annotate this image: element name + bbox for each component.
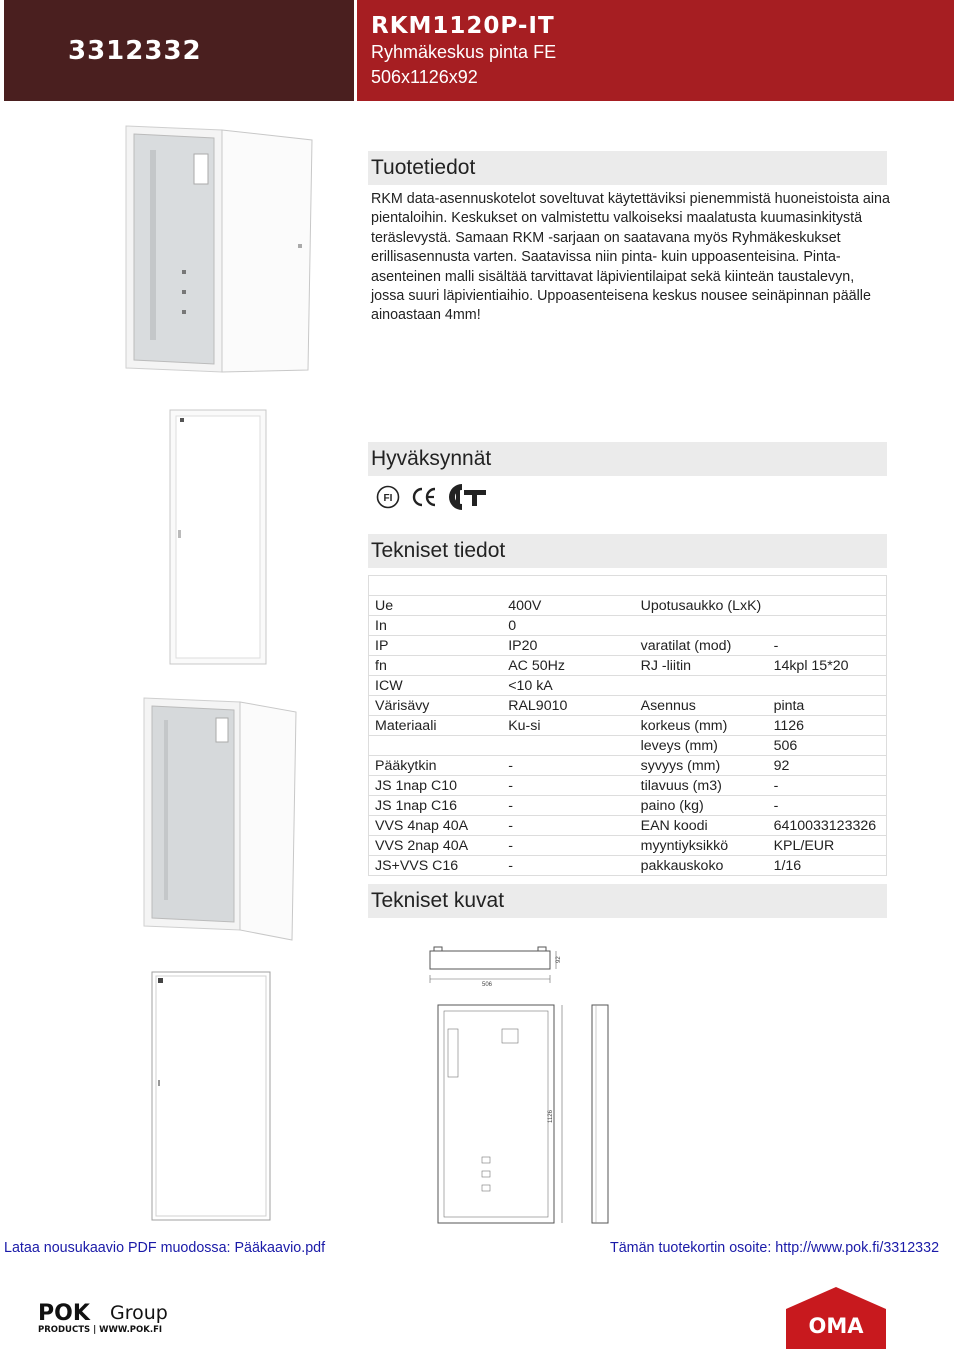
spec-value-2: - — [768, 796, 887, 816]
spec-label: JS+VVS C16 — [369, 856, 503, 876]
spec-value-2: 6410033123326 — [768, 816, 887, 836]
spec-label: JS 1nap C16 — [369, 796, 503, 816]
fi-mark-icon — [376, 485, 400, 509]
depth-dimension: 92 — [556, 956, 562, 963]
top-view-drawing — [430, 947, 562, 988]
pct-mark-icon — [448, 482, 488, 512]
spec-value: AC 50Hz — [502, 656, 634, 676]
spec-label-2: myyntiyksikkö — [635, 836, 768, 856]
photo-closed-cabinet — [170, 410, 266, 664]
spec-value — [502, 576, 634, 596]
photo-open-cabinet-2 — [144, 698, 296, 940]
photo-open-cabinet — [126, 126, 312, 372]
spec-label-2: korkeus (mm) — [635, 716, 768, 736]
height-dimension: 1126 — [548, 1110, 554, 1123]
spec-row — [369, 856, 887, 876]
spec-label-2: tilavuus (m3) — [635, 776, 768, 796]
product-dimensions: 506x1126x92 — [371, 67, 478, 87]
download-link[interactable]: Lataa nousukaavio PDF muodossa: Pääkaavio.pdf — [4, 1240, 326, 1256]
spec-row — [369, 796, 887, 816]
spec-value: - — [502, 796, 634, 816]
spec-label — [369, 736, 503, 756]
spec-value: 400V — [502, 596, 634, 616]
spec-value: - — [502, 836, 634, 856]
pok-logo-main: POK — [38, 1301, 90, 1326]
pok-group-logo — [38, 1298, 208, 1338]
spec-value: Ku-si — [502, 716, 634, 736]
product-code: 3312332 — [68, 35, 202, 66]
section-approvals: Hyväksynnät — [368, 442, 887, 476]
ce-mark-icon — [410, 486, 438, 508]
spec-label: fn — [369, 656, 503, 676]
spec-row — [369, 776, 887, 796]
spec-label: JS 1nap C10 — [369, 776, 503, 796]
spec-label-2: varatilat (mod) — [635, 636, 768, 656]
product-description: RKM data-asennuskotelot soveltuvat käytettäviksi pienemmistä huoneistoista aina pientaloihin. Keskukset on valmistettu valkoiseksi maalatusta kuumasinkitystä teräslevystä. Samaan RKM -sarjaan on saatavana myös Ryhmäkeskukset erillisasennusta varten. Saatavissa niin pinta- kuin uppoasenteisina. Pinta-asenteinen malli sisältää tarvittavat läpivientilaipat sekä kiinteän taustalevyn, jossa suuri läpivientiaihio. Uppoasenteisena keskus nousee seinäpinnan päälle ainoastaan 4mm! — [371, 191, 890, 324]
spec-value-2: - — [768, 636, 887, 656]
spec-label-2: paino (kg) — [635, 796, 768, 816]
spec-row — [369, 836, 887, 856]
spec-label-2 — [635, 676, 768, 696]
section-tech-images: Tekniset kuvat — [368, 884, 887, 918]
spec-label-2: Upotusaukko (LxK) — [635, 596, 768, 616]
photo-front-cabinet — [152, 972, 270, 1220]
spec-label: Materiaali — [369, 716, 503, 736]
spec-value: <10 kA — [502, 676, 634, 696]
spec-row — [369, 756, 887, 776]
pok-logo-sub: PRODUCTS | WWW.POK.FI — [38, 1325, 163, 1335]
spec-value-2: pinta — [768, 696, 887, 716]
spec-row — [369, 636, 887, 656]
spec-label: Pääkytkin — [369, 756, 503, 776]
section-tech-data: Tekniset tiedot — [368, 534, 887, 568]
technical-drawings — [420, 945, 620, 1225]
product-url-link[interactable]: Tämän tuotekortin osoite: http://www.pok.fi/3312332 — [610, 1240, 940, 1256]
spec-value-2: - — [768, 776, 887, 796]
spec-label-2: syvyys (mm) — [635, 756, 768, 776]
approval-marks — [376, 482, 488, 512]
product-title-block — [357, 0, 954, 101]
spec-row — [369, 596, 887, 616]
spec-label: IP — [369, 636, 503, 656]
spec-row — [369, 656, 887, 676]
spec-value: RAL9010 — [502, 696, 634, 716]
spec-label-2 — [635, 576, 768, 596]
section-product-info: Tuotetiedot — [368, 151, 887, 185]
spec-value: - — [502, 756, 634, 776]
spec-value-2: KPL/EUR — [768, 836, 887, 856]
oma-logo — [786, 1287, 886, 1353]
spec-value: 0 — [502, 616, 634, 636]
spec-row — [369, 696, 887, 716]
spec-label-2: EAN koodi — [635, 816, 768, 836]
side-view-drawing — [592, 1005, 608, 1223]
spec-value — [502, 736, 634, 756]
spec-value: - — [502, 856, 634, 876]
spec-value-2: 1126 — [768, 716, 887, 736]
spec-value-2 — [768, 576, 887, 596]
spec-value: - — [502, 776, 634, 796]
spec-value-2 — [768, 616, 887, 636]
spec-value: - — [502, 816, 634, 836]
spec-label-2: Asennus — [635, 696, 768, 716]
spec-label-2: pakkauskoko — [635, 856, 768, 876]
spec-value: IP20 — [502, 636, 634, 656]
front-view-drawing — [438, 1005, 562, 1223]
pok-logo-group: Group — [110, 1302, 168, 1324]
product-code-block — [4, 0, 354, 101]
product-model: RKM1120P-IT — [371, 13, 555, 39]
product-name: Ryhmäkeskus pinta FE — [371, 42, 557, 62]
spec-label: Värisävy — [369, 696, 503, 716]
spec-row — [369, 816, 887, 836]
spec-label: VVS 2nap 40A — [369, 836, 503, 856]
spec-value-2 — [768, 596, 887, 616]
spec-value-2: 92 — [768, 756, 887, 776]
oma-logo-text: OMA — [808, 1314, 864, 1338]
spec-value-2: 14kpl 15*20 — [768, 656, 887, 676]
spec-table — [368, 575, 887, 876]
spec-label: ICW — [369, 676, 503, 696]
spec-label: Ue — [369, 596, 503, 616]
fi-mark-label: FI — [383, 493, 393, 504]
header-bar — [4, 0, 954, 101]
spec-label-2 — [635, 616, 768, 636]
width-dimension: 506 — [482, 982, 493, 988]
spec-row — [369, 676, 887, 696]
spec-label-2: RJ -liitin — [635, 656, 768, 676]
spec-value-2: 506 — [768, 736, 887, 756]
spec-row — [369, 616, 887, 636]
spec-value-2: 1/16 — [768, 856, 887, 876]
spec-value-2 — [768, 676, 887, 696]
spec-label: VVS 4nap 40A — [369, 816, 503, 836]
spec-label-2: leveys (mm) — [635, 736, 768, 756]
product-photos — [90, 120, 350, 1230]
spec-label: In — [369, 616, 503, 636]
spec-label — [369, 576, 503, 596]
spec-row — [369, 736, 887, 756]
spec-row — [369, 576, 887, 596]
spec-row — [369, 716, 887, 736]
